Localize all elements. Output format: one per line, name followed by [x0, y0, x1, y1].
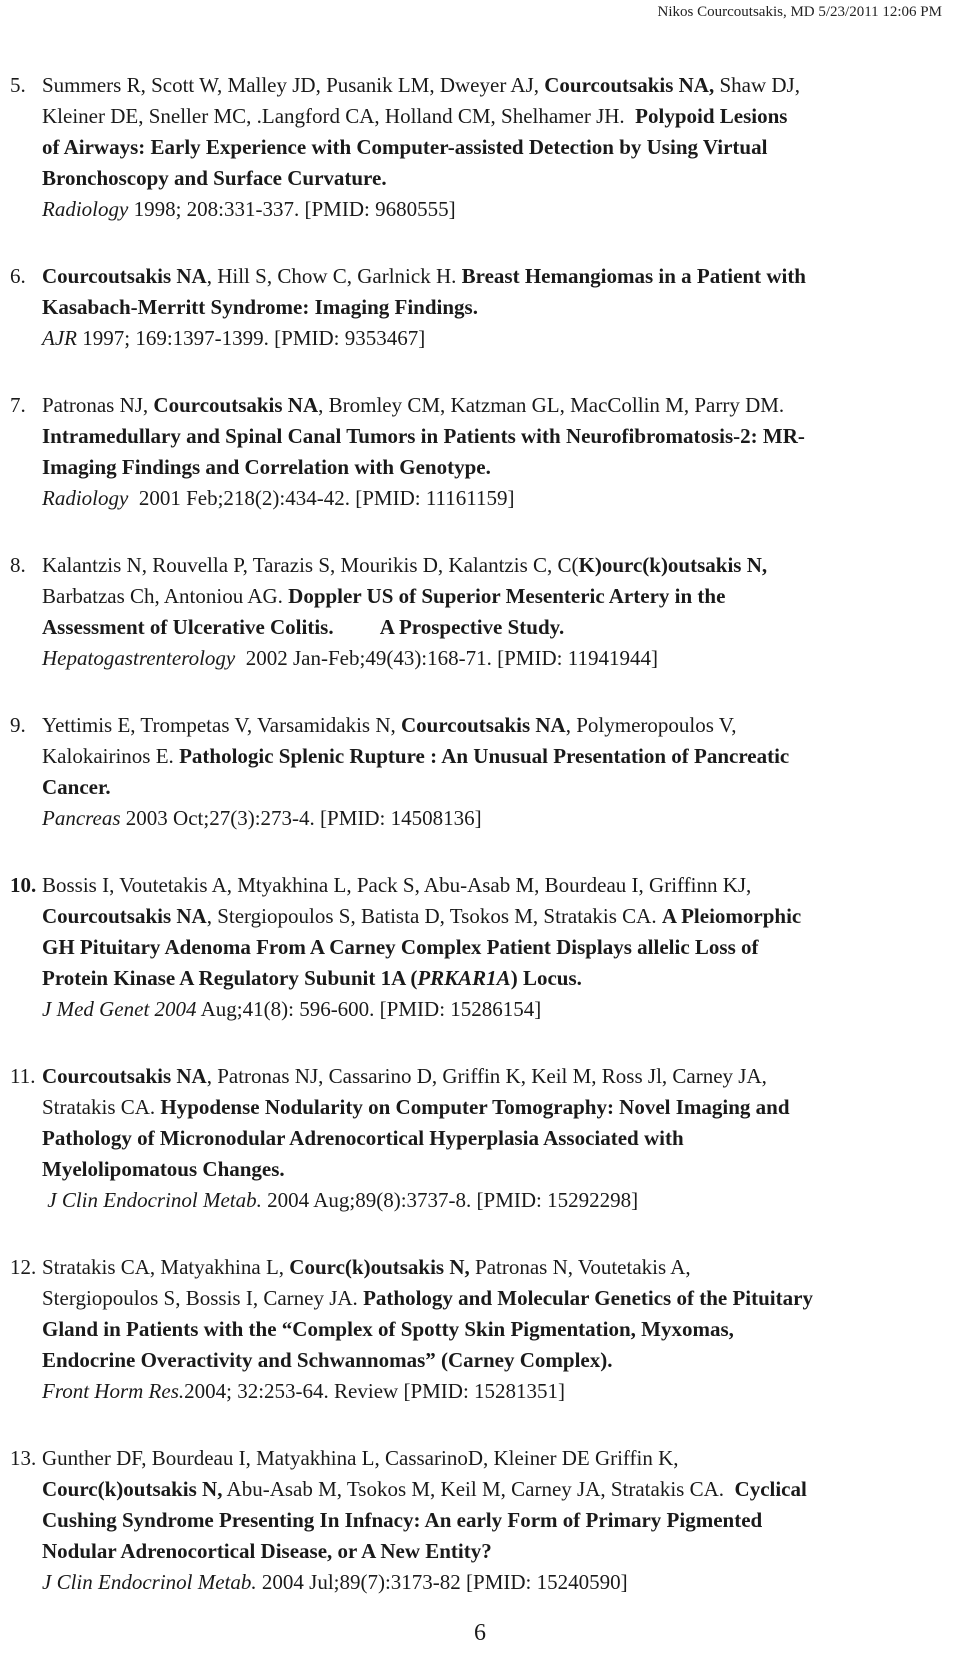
reference-title-segment: Breast Hemangiomas in a Patient with [461, 264, 806, 288]
reference-segment: Aug;41(8): 596-600. [PMID: 15286154] [196, 997, 542, 1021]
reference-line [42, 870, 942, 901]
reference-title-segment: A Pleiomorphic [661, 904, 802, 928]
reference-text [42, 870, 942, 1025]
reference-line [42, 1185, 942, 1216]
reference-segment: Stratakis CA. [42, 1095, 161, 1119]
reference-item [0, 710, 960, 834]
reference-text [42, 550, 942, 674]
reference-title-segment: Doppler US of Superior Mesenteric Artery in the [288, 584, 726, 608]
reference-line [42, 421, 942, 452]
reference-line [42, 1092, 942, 1123]
reference-text [42, 261, 942, 354]
reference-line [42, 323, 942, 354]
reference-line [42, 1505, 942, 1536]
reference-title-segment: GH Pituitary Adenoma From A Carney Complex Patient Displays allelic Loss of [42, 935, 759, 959]
reference-text [42, 390, 942, 514]
reference-title-segment: Intramedullary and Spinal Canal Tumors in Patients with Neurofibromatosis-2: MR- [42, 424, 805, 448]
reference-line [42, 994, 942, 1025]
reference-segment: Kalokairinos E. [42, 744, 180, 768]
reference-segment: 1997; 169:1397-1399. [PMID: 9353467] [76, 326, 426, 350]
reference-line [42, 901, 942, 932]
reference-text [42, 1061, 942, 1216]
reference-segment: Patronas NJ, [42, 393, 154, 417]
reference-line [42, 643, 942, 674]
reference-line [42, 163, 942, 194]
reference-line [42, 132, 942, 163]
reference-title-segment: ) Locus. [510, 966, 582, 990]
reference-title-segment: Pathology of Micronodular Adrenocortical Hyperplasia Associated with [42, 1126, 684, 1150]
reference-title-segment: Myelolipomatous Changes. [42, 1157, 285, 1181]
reference-number: 13. [10, 1446, 37, 1470]
reference-line [42, 963, 942, 994]
reference-title-segment: Courcoutsakis NA [42, 904, 207, 928]
reference-title-segment: Bronchoscopy and Surface Curvature. [42, 166, 387, 190]
reference-line [42, 1474, 942, 1505]
reference-number: 7. [10, 393, 26, 417]
reference-segment: Yettimis E, Trompetas V, Varsamidakis N, [42, 713, 401, 737]
reference-number: 10. [10, 873, 37, 897]
reference-title-segment: Cushing Syndrome Presenting In Infnacy: An early Form of Primary Pigmented [42, 1508, 763, 1532]
reference-segment: , Stergiopoulos S, Batista D, Tsokos M, Stratakis CA. [206, 904, 662, 928]
reference-title-segment: Kasabach-Merritt Syndrome: Imaging Findings. [42, 295, 478, 319]
reference-number: 12. [10, 1255, 37, 1279]
reference-title-segment: Cancer. [42, 775, 111, 799]
reference-item [0, 870, 960, 1025]
journal-name: J Med Genet 2004 [42, 997, 197, 1021]
reference-segment: Kalantzis N, Rouvella P, Tarazis S, Mourikis D, Kalantzis C, C( [42, 553, 579, 577]
reference-segment: 2002 Jan-Feb;49(43):168-71. [PMID: 11941944] [235, 646, 658, 670]
journal-name: Hepatogastrenterology [42, 646, 236, 670]
reference-title-segment: Pathology and Molecular Genetics of the Pituitary [363, 1286, 813, 1310]
reference-line [42, 1567, 942, 1598]
page-header: Nikos Courcoutsakis, MD 5/23/2011 12:06 PM [657, 4, 942, 20]
reference-line [42, 710, 942, 741]
reference-line [42, 1154, 942, 1185]
reference-title-segment: Courcoutsakis NA [401, 713, 566, 737]
reference-text [42, 70, 942, 225]
reference-line [42, 1443, 942, 1474]
journal-name: J Clin Endocrinol Metab. [42, 1570, 257, 1594]
reference-list [0, 70, 960, 1634]
reference-title-segment: Nodular Adrenocortical Disease, or A New Entity? [42, 1539, 492, 1563]
reference-title-segment: Assessment of Ulcerative Colitis. A Prospective Study. [42, 615, 565, 639]
reference-title-segment: Polypoid Lesions [635, 104, 788, 128]
reference-line [42, 390, 942, 421]
reference-segment: 2004; 32:253-64. Review [PMID: 15281351] [184, 1379, 566, 1403]
reference-segment: 2001 Feb;218(2):434-42. [PMID: 11161159] [128, 486, 515, 510]
journal-name: J Clin Endocrinol Metab. [42, 1188, 262, 1212]
reference-line [42, 1061, 942, 1092]
reference-item [0, 1061, 960, 1216]
reference-title-segment: Courc(k)outsakis N, [42, 1477, 223, 1501]
journal-name: Radiology [42, 197, 129, 221]
reference-title-segment: Pathologic Splenic Rupture : An Unusual Presentation of Pancreatic [179, 744, 790, 768]
reference-segment: Barbatzas Ch, Antoniou AG. [42, 584, 289, 608]
reference-line [42, 452, 942, 483]
reference-segment: Stratakis CA, Matyakhina L, [42, 1255, 290, 1279]
reference-segment: Stergiopoulos S, Bossis I, Carney JA. [42, 1286, 364, 1310]
reference-title-segment: Courcoutsakis NA [42, 1064, 207, 1088]
reference-item [0, 70, 960, 225]
reference-segment: PRKAR1A [417, 966, 511, 990]
reference-segment: 2004 Aug;89(8):3737-8. [PMID: 15292298] [261, 1188, 639, 1212]
reference-segment: Shaw DJ, [714, 73, 800, 97]
journal-name: Front Horm Res. [42, 1379, 185, 1403]
reference-segment: Abu-Asab M, Tsokos M, Keil M, Carney JA, Stratakis CA. [222, 1477, 735, 1501]
reference-line [42, 772, 942, 803]
reference-line [42, 803, 942, 834]
reference-segment: , Bromley CM, Katzman GL, MacCollin M, Parry DM. [318, 393, 785, 417]
reference-line [42, 550, 942, 581]
journal-name: AJR [42, 326, 77, 350]
reference-title-segment: Courcoutsakis NA [42, 264, 207, 288]
page-number: 6 [474, 1620, 486, 1646]
reference-line [42, 101, 942, 132]
reference-title-segment: Courcoutsakis NA, [544, 73, 715, 97]
reference-title-segment: Hypodense Nodularity on Computer Tomography: Novel Imaging and [160, 1095, 790, 1119]
reference-title-segment: Endocrine Overactivity and Schwannomas” (Carney Complex). [42, 1348, 613, 1372]
reference-line [42, 581, 942, 612]
reference-line [42, 70, 942, 101]
reference-segment: , Patronas NJ, Cassarino D, Griffin K, Keil M, Ross Jl, Carney JA, [206, 1064, 767, 1088]
reference-title-segment: Protein Kinase A Regulatory Subunit 1A ( [42, 966, 418, 990]
reference-text [42, 1443, 942, 1598]
reference-title-segment: Imaging Findings and Correlation with Genotype. [42, 455, 491, 479]
reference-number: 5. [10, 73, 26, 97]
reference-text [42, 710, 942, 834]
reference-line [42, 194, 942, 225]
reference-item [0, 550, 960, 674]
reference-line [42, 1252, 942, 1283]
reference-number: 11. [10, 1064, 36, 1088]
reference-line [42, 932, 942, 963]
reference-line [42, 612, 942, 643]
reference-segment: 2004 Jul;89(7):3173-82 [PMID: 15240590] [256, 1570, 628, 1594]
reference-segment: 1998; 208:331-337. [PMID: 9680555] [128, 197, 456, 221]
reference-title-segment: K)ourc(k)outsakis N, [578, 553, 768, 577]
reference-segment: , Hill S, Chow C, Garlnick H. [206, 264, 462, 288]
reference-number: 9. [10, 713, 26, 737]
reference-line [42, 261, 942, 292]
reference-segment: Summers R, Scott W, Malley JD, Pusanik LM, Dweyer AJ, [42, 73, 545, 97]
reference-line [42, 1283, 942, 1314]
reference-line [42, 1314, 942, 1345]
reference-text [42, 1252, 942, 1407]
reference-segment: , Polymeropoulos V, [565, 713, 737, 737]
reference-item [0, 390, 960, 514]
reference-title-segment: of Airways: Early Experience with Computer-assisted Detection by Using Virtual [42, 135, 768, 159]
reference-item [0, 1252, 960, 1407]
reference-segment: Patronas N, Voutetakis A, [469, 1255, 691, 1279]
reference-title-segment: Cyclical [734, 1477, 807, 1501]
reference-segment: 2003 Oct;27(3):273-4. [PMID: 14508136] [120, 806, 482, 830]
reference-line [42, 741, 942, 772]
reference-item [0, 261, 960, 354]
reference-line [42, 483, 942, 514]
reference-segment: Gunther DF, Bourdeau I, Matyakhina L, CassarinoD, Kleiner DE Griffin K, [42, 1446, 679, 1470]
reference-line [42, 1345, 942, 1376]
reference-number: 6. [10, 264, 26, 288]
reference-line [42, 1536, 942, 1567]
reference-title-segment: Courcoutsakis NA [153, 393, 319, 417]
reference-title-segment: Gland in Patients with the “Complex of Spotty Skin Pigmentation, Myxomas, [42, 1317, 734, 1341]
reference-title-segment: Courc(k)outsakis N, [289, 1255, 470, 1279]
reference-segment: Bossis I, Voutetakis A, Mtyakhina L, Pack S, Abu-Asab M, Bourdeau I, Griffinn KJ, [42, 873, 752, 897]
reference-segment: Kleiner DE, Sneller MC, .Langford CA, Holland CM, Shelhamer JH. [42, 104, 636, 128]
reference-number: 8. [10, 553, 26, 577]
reference-segment-wrapper [417, 966, 510, 990]
reference-line [42, 1376, 942, 1407]
reference-line [42, 292, 942, 323]
journal-name: Pancreas [42, 806, 121, 830]
journal-name: Radiology [42, 486, 129, 510]
reference-item [0, 1443, 960, 1598]
reference-line [42, 1123, 942, 1154]
